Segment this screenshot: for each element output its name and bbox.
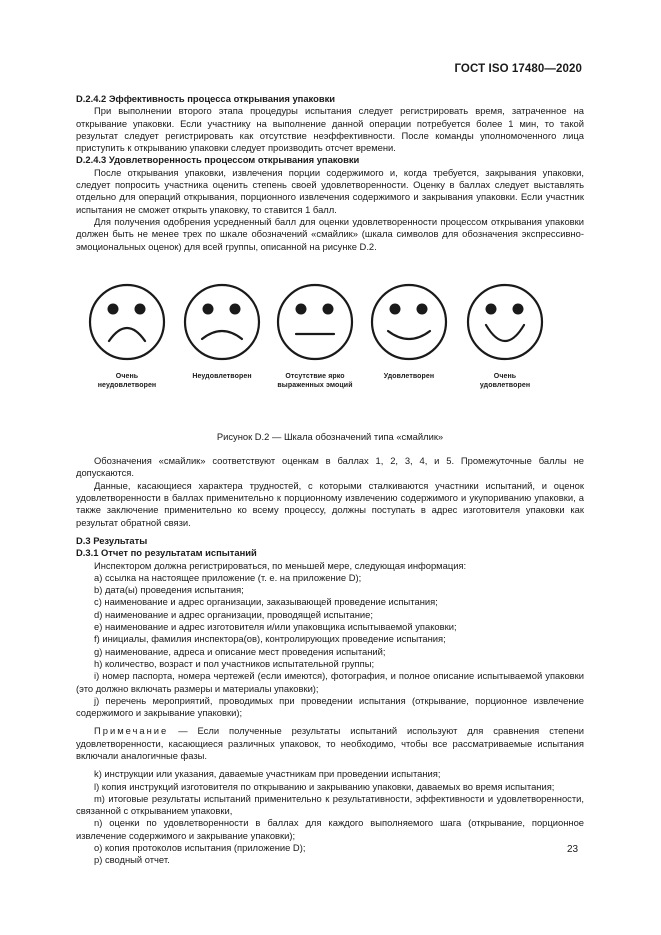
figure-label-4: Удовлетворен bbox=[383, 372, 435, 380]
very-unsatisfied-face-icon bbox=[90, 285, 164, 359]
paragraph-d243-1: После открывания упаковки, извлечения порции содержимого и, когда требуется, закрывания упаковки, следует попросить участника оценить степень своей удовлетворенности. Оценку в баллах следует выставлять отдельно для операций открывания, порционного извлечения содержимого и закрывания упаковки. Если участник испытания не сможет открыть упаковку, то ставится 1 балл. bbox=[76, 166, 584, 215]
smiley-scale-figure bbox=[76, 259, 584, 431]
list-item: k) инструкции или указания, даваемые участникам при проведении испытания; bbox=[94, 768, 441, 780]
paragraph-after-figure-1: Обозначения «смайлик» соответствуют оценкам в баллах 1, 2, 3, 4, и 5. Промежуточные баллы не допускаются. bbox=[76, 455, 584, 479]
heading-d243: D.2.4.3 Удовлетворенность процессом открывания упаковки bbox=[76, 154, 360, 166]
figure-label-1: Очень неудовлетворен bbox=[97, 372, 157, 390]
heading-d3: D.3 Результаты bbox=[76, 534, 148, 546]
list-item: j) перечень мероприятий, проводимых при проведении испытания (открывание, порционное извлечение содержимого и закрывание упаковки); bbox=[76, 694, 584, 719]
paragraph-d243-2: Для получения одобрения усредненный балл для оценки удовлетворенности процессом открывания упаковки должен быть не менее трех по шкале обозначений «смайлик» (шкала символов для обозначения экспрессивно-эмоциональных оценок) для всей группы, описанной на рисунке D.2. bbox=[76, 215, 584, 252]
page-number: 23 bbox=[567, 844, 579, 855]
paragraph-d242: При выполнении второго этапа процедуры испытания следует регистрировать время, затраченное на открывание упаковки. Если участнику на выполнение данной операции потребуется более 1 мин, то такой результат следует регистрировать как отсутствие неэффективности. После команды уполномоченного лица приступить к открыванию упаковки следует производить отсчет времени. bbox=[76, 105, 584, 154]
report-items-list-k-p bbox=[76, 768, 584, 866]
satisfied-face-icon bbox=[372, 285, 446, 359]
heading-d31: D.3.1 Отчет по результатам испытаний bbox=[76, 547, 257, 559]
list-item: a) ссылка на настоящее приложение (т. е. на приложение D); bbox=[94, 571, 362, 583]
figure-label-3: Отсутствие ярко выраженных эмоций bbox=[277, 372, 353, 390]
heading-d242: D.2.4.2 Эффективность процесса открывания упаковки bbox=[76, 93, 336, 104]
note-text: — Если полученные результаты испытаний используют для сравнения степени удовлетворенности, касающиеся различных упаковок, то необходимо, чтобы все рассматриваемые испытания включали аналогичные фазы. bbox=[76, 725, 584, 761]
list-item: h) количество, возраст и пол участников испытательной группы; bbox=[94, 657, 375, 669]
list-item: m) итоговые результаты испытаний применительно к результативности, эффективности и удовлетворенности, связанной с открыванием упаковки, bbox=[76, 792, 584, 817]
list-item: g) наименование, адреса и описание мест проведения испытаний; bbox=[94, 645, 386, 657]
unsatisfied-face-icon bbox=[185, 285, 259, 359]
list-item: n) оценки по удовлетворенности в баллах для каждого выполняемого шага (открывание, порционное извлечение содержимого и закрывание упаковки); bbox=[76, 817, 584, 841]
list-item: b) дата(ы) проведения испытания; bbox=[94, 584, 244, 596]
list-item: o) копия протоколов испытания (приложение D); bbox=[94, 842, 306, 854]
paragraph-after-figure-2: Данные, касающиеся характера трудностей, с которыми сталкиваются участники испытаний, и оценок удовлетворенности в баллах применительно к порционному извлечению содержимого и укупориванию упаковки, а также заключение применительно ко всему процессу, должны поступать в адрес изготовителя упаковки как результат обратной связи. bbox=[76, 479, 584, 528]
figure-label-5: Очень удовлетворен bbox=[479, 372, 531, 390]
page-content bbox=[76, 93, 584, 867]
paragraph-d31-intro: Инспектором должна регистрироваться, по меньшей мере, следующая информация: bbox=[94, 559, 467, 571]
list-item: d) наименование и адрес организации, проводящей испытание; bbox=[94, 608, 373, 620]
very-satisfied-face-icon bbox=[468, 285, 542, 359]
list-item: l) копия инструкций изготовителя по открыванию и закрыванию упаковки, даваемых во время испытания; bbox=[94, 780, 555, 792]
figure-caption: Рисунок D.2 — Шкала обозначений типа «смайлик» bbox=[216, 430, 444, 442]
smiley-scale-drawing bbox=[76, 259, 584, 431]
list-item: i) номер паспорта, номера чертежей (если имеются), фотография, и полное описание испытываемой упаковки (это должно включать размеры и материалы упаковки); bbox=[76, 670, 584, 694]
list-item: c) наименование и адрес организации, заказывающей проведение испытания; bbox=[94, 596, 438, 608]
note-label: Примечание bbox=[94, 725, 169, 737]
neutral-face-icon bbox=[278, 285, 352, 359]
list-item: p) сводный отчет. bbox=[94, 854, 170, 866]
note-paragraph bbox=[76, 725, 584, 762]
list-item: e) наименование и адрес изготовителя и/или упаковщика испытываемой упаковки; bbox=[94, 621, 457, 633]
list-item: f) инициалы, фамилия инспектора(ов), контролирующих проведение испытания; bbox=[94, 633, 446, 645]
figure-label-2: Неудовлетворен bbox=[192, 372, 252, 380]
report-items-list-a-j bbox=[76, 572, 584, 720]
document-header: ГОСТ ISO 17480—2020 bbox=[454, 63, 582, 75]
